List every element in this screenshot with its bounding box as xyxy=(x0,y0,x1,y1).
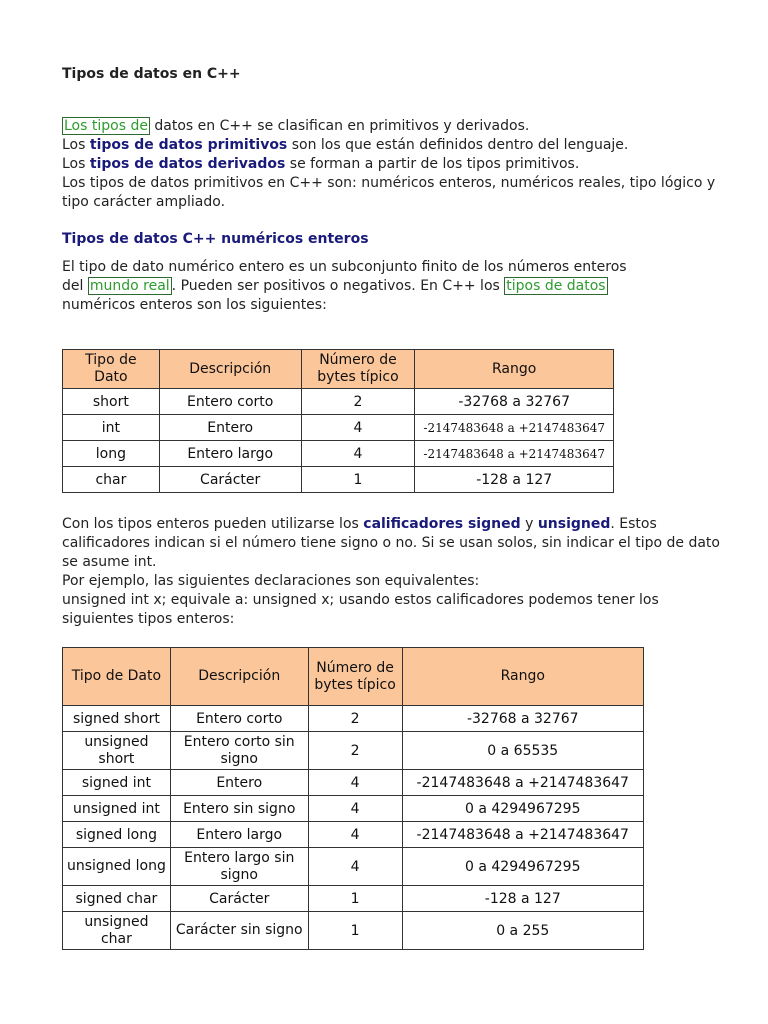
table-cell: unsigned long xyxy=(63,848,171,886)
qualifiers-text-e: . Estos calificadores indican si el número tiene signo o no. Si se usan solos, sin indicar el tipo de dato se asume int. xyxy=(62,516,720,570)
table-cell: 1 xyxy=(308,886,402,912)
table-row xyxy=(63,886,644,912)
table-cell: 0 a 65535 xyxy=(402,732,643,770)
intro-line3-a: Los xyxy=(62,156,90,172)
table-row xyxy=(63,732,644,770)
intro-paragraph xyxy=(62,117,722,212)
table-header: Descripción xyxy=(170,648,308,706)
table-header: Número de bytes típico xyxy=(308,648,402,706)
table-cell: signed short xyxy=(63,706,171,732)
table-cell: 2 xyxy=(301,389,415,415)
qualifiers-text-g: unsigned int x; equivale a: unsigned x; usando estos calificadores podemos tener los siguientes tipos enteros: xyxy=(62,592,659,627)
table-cell: signed long xyxy=(63,822,171,848)
section-heading: Tipos de datos C++ numéricos enteros xyxy=(62,231,369,247)
derived-types-term: tipos de datos derivados xyxy=(89,156,286,172)
intro-line3-c: se forman a partir de los tipos primitivos. xyxy=(285,156,580,172)
table-cell: 4 xyxy=(301,441,415,467)
table-cell: 0 a 4294967295 xyxy=(402,796,643,822)
table-header: Número de bytes típico xyxy=(301,350,415,389)
intro-line1: datos en C++ se clasifican en primitivos y derivados. xyxy=(149,118,530,134)
table-cell: 0 a 4294967295 xyxy=(402,848,643,886)
table-cell: Entero largo xyxy=(170,822,308,848)
table-row xyxy=(63,706,644,732)
table-cell: 1 xyxy=(301,467,415,493)
table-cell: 4 xyxy=(308,796,402,822)
table-cell: Carácter sin signo xyxy=(170,912,308,950)
table-cell: -2147483648 a +2147483647 xyxy=(402,822,643,848)
table-cell: 4 xyxy=(308,822,402,848)
table-row xyxy=(63,848,644,886)
table-header: Rango xyxy=(402,648,643,706)
table-cell: -2147483648 a +2147483647 xyxy=(415,415,614,441)
table-cell: -32768 a 32767 xyxy=(415,389,614,415)
table-header: Rango xyxy=(415,350,614,389)
primitive-types-term: tipos de datos primitivos xyxy=(89,137,288,153)
table-cell: int xyxy=(63,415,160,441)
table-cell: Carácter xyxy=(170,886,308,912)
tipos-de-link[interactable]: Los tipos de xyxy=(64,118,148,134)
table-row xyxy=(63,912,644,950)
table-cell: char xyxy=(63,467,160,493)
table-cell: 2 xyxy=(308,732,402,770)
tipos-de-datos-link[interactable]: tipos de datos xyxy=(506,278,606,294)
table-cell: Entero largo xyxy=(159,441,301,467)
signed-qualifier-term: calificadores signed xyxy=(363,516,521,532)
table-cell: Carácter xyxy=(159,467,301,493)
intro-line2-c: son los que están definidos dentro del lenguaje. xyxy=(287,137,629,153)
integer-types-table xyxy=(62,349,614,493)
section-text-b: . Pueden ser positivos o negativos. En C++ los xyxy=(171,278,505,294)
table-cell: Entero corto xyxy=(159,389,301,415)
table-cell: 4 xyxy=(301,415,415,441)
unsigned-qualifier-term: unsigned xyxy=(537,516,611,532)
page-title: Tipos de datos en C++ xyxy=(62,66,241,82)
table-row xyxy=(63,822,644,848)
table-cell: unsigned char xyxy=(63,912,171,950)
table-cell: Entero sin signo xyxy=(170,796,308,822)
table-row xyxy=(63,770,644,796)
table-cell: unsigned int xyxy=(63,796,171,822)
qualifiers-text-f: Por ejemplo, las siguientes declaraciones son equivalentes: xyxy=(62,573,480,589)
table-header: Tipo de Dato xyxy=(63,350,160,389)
table-row xyxy=(63,796,644,822)
table-cell: 0 a 255 xyxy=(402,912,643,950)
qualifiers-paragraph xyxy=(62,515,722,629)
intro-line2-a: Los xyxy=(62,137,90,153)
mundo-real-link[interactable]: mundo real xyxy=(89,278,170,294)
table-cell: 4 xyxy=(308,848,402,886)
table-header: Tipo de Dato xyxy=(63,648,171,706)
table-cell: -32768 a 32767 xyxy=(402,706,643,732)
table-row xyxy=(63,441,614,467)
table-cell: -128 a 127 xyxy=(402,886,643,912)
qualifiers-text-c: y xyxy=(520,516,538,532)
section-text-a: El tipo de dato numérico entero es un subconjunto finito de los números enteros del xyxy=(62,259,627,294)
table-row xyxy=(63,415,614,441)
table-cell: unsigned short xyxy=(63,732,171,770)
table-cell: Entero largo sin signo xyxy=(170,848,308,886)
table-cell: signed int xyxy=(63,770,171,796)
table-cell: Entero xyxy=(170,770,308,796)
section-paragraph xyxy=(62,258,652,315)
section-text-c: numéricos enteros son los siguientes: xyxy=(62,297,327,313)
table-cell: -2147483648 a +2147483647 xyxy=(415,441,614,467)
table-cell: Entero corto xyxy=(170,706,308,732)
table-cell: long xyxy=(63,441,160,467)
intro-line4: Los tipos de datos primitivos en C++ son: numéricos enteros, numéricos reales, tipo lógico y tipo carácter ampliado. xyxy=(62,175,716,210)
table-cell: signed char xyxy=(63,886,171,912)
table-cell: 2 xyxy=(308,706,402,732)
table-cell: -128 a 127 xyxy=(415,467,614,493)
table-cell: 4 xyxy=(308,770,402,796)
qualifiers-text-a: Con los tipos enteros pueden utilizarse los xyxy=(62,516,364,532)
table-row xyxy=(63,467,614,493)
table-cell: Entero xyxy=(159,415,301,441)
table-row xyxy=(63,389,614,415)
qualified-integer-types-table xyxy=(62,647,644,950)
table-cell: -2147483648 a +2147483647 xyxy=(402,770,643,796)
table-cell: Entero corto sin signo xyxy=(170,732,308,770)
table-header: Descripción xyxy=(159,350,301,389)
table-cell: short xyxy=(63,389,160,415)
table-cell: 1 xyxy=(308,912,402,950)
